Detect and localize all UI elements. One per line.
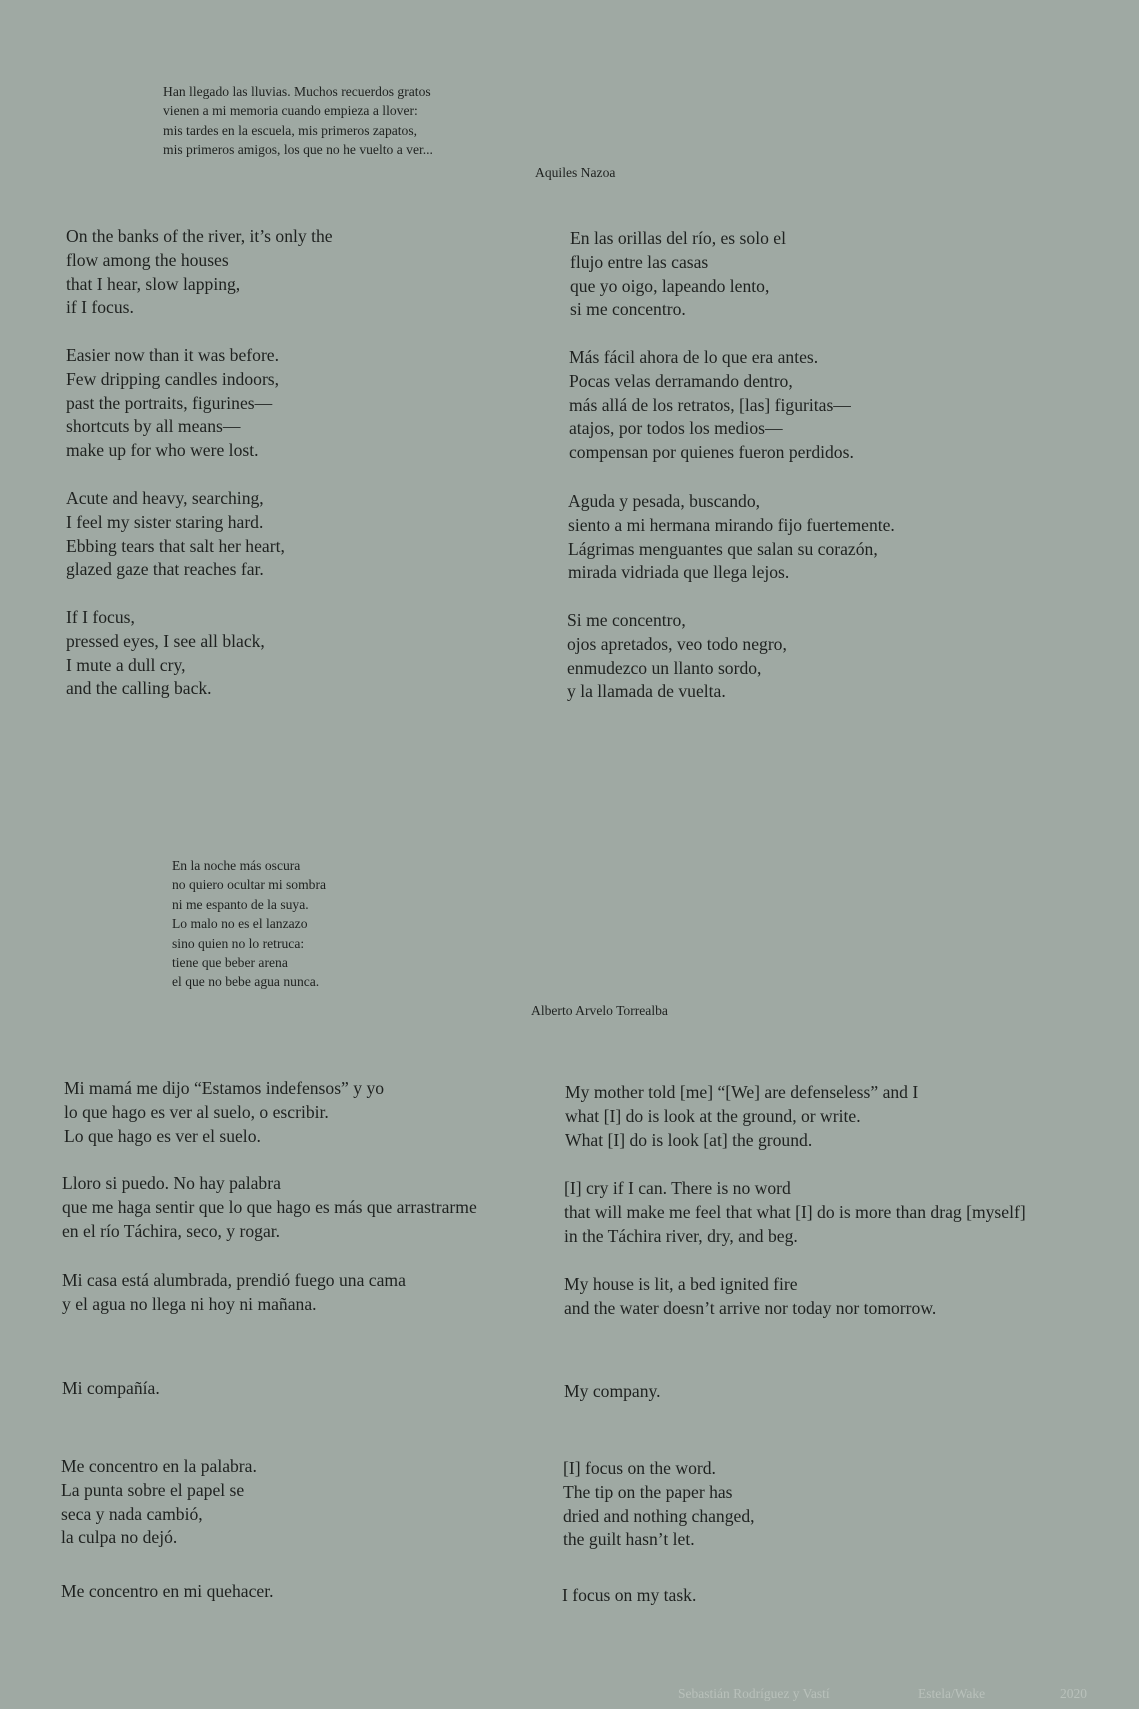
poem-line: and the calling back. xyxy=(66,678,212,699)
footer-title: Estela/Wake xyxy=(918,1686,986,1701)
epigraph-line: ni me espanto de la suya. xyxy=(172,896,309,912)
poem-line: in the Táchira river, dry, and beg. xyxy=(564,1225,798,1246)
epigraph-line: tiene que beber arena xyxy=(172,955,288,971)
poem1-spanish-stanza-1 xyxy=(570,227,786,322)
poem-line: que yo oigo, lapeando lento, xyxy=(570,275,770,296)
poem-line: Easier now than it was before. xyxy=(66,345,280,365)
poem-line: que me haga sentir que lo que hago es más que arrastrarme xyxy=(62,1196,477,1217)
poem-line: Few dripping candles indoors, xyxy=(66,368,280,389)
poem-line: lo que hago es ver al suelo, o escribir. xyxy=(64,1101,329,1122)
poem1-spanish-stanza-2 xyxy=(569,346,854,465)
poem-line: Si me concentro, xyxy=(567,610,686,630)
poem-line: the guilt hasn’t let. xyxy=(563,1529,695,1550)
poem-line: Aguda y pesada, buscando, xyxy=(568,491,761,511)
poem-line: y el agua no llega ni hoy ni mañana. xyxy=(62,1293,317,1314)
poem-line: Mi casa está alumbrada, prendió fuego una cama xyxy=(62,1270,406,1290)
poem-line: dried and nothing changed, xyxy=(563,1505,755,1526)
poem-line: Pocas velas derramando dentro, xyxy=(569,370,793,391)
epigraph-alberto-arvelo-torrealba xyxy=(172,856,326,992)
poem2-spanish-stanza-4 xyxy=(62,1377,160,1401)
poem-line: Lloro si puedo. No hay palabra xyxy=(62,1173,281,1193)
poem-line: compensan por quienes fueron perdidos. xyxy=(569,442,854,463)
poem-line: Me concentro en mi quehacer. xyxy=(61,1581,274,1601)
poem-line: I focus on my task. xyxy=(562,1585,697,1605)
epigraph-author: Alberto Arvelo Torrealba xyxy=(531,1003,668,1018)
poem1-spanish-stanza-3 xyxy=(568,490,895,585)
poem-line: Lágrimas menguantes que salan su corazón, xyxy=(568,538,878,559)
epigraph-line: Lo malo no es el lanzazo xyxy=(172,916,308,932)
poem-line: that I hear, slow lapping, xyxy=(66,273,241,294)
poem-line: past the portraits, figurines— xyxy=(66,392,273,413)
poem-line: La punta sobre el papel se xyxy=(61,1479,245,1500)
poem-line: My company. xyxy=(564,1381,661,1401)
poem-line: what [I] do is look at the ground, or write. xyxy=(565,1105,861,1126)
epigraph-line: sino quien no lo retruca: xyxy=(172,935,305,951)
poem-line: más allá de los retratos, [las] figuritas— xyxy=(569,394,851,415)
epigraph-line: mis primeros amigos, los que no he vuelto a ver... xyxy=(163,142,433,158)
poem1-spanish-stanza-4 xyxy=(567,609,787,704)
poem2-english-stanza-5 xyxy=(563,1457,755,1552)
poem-line: en el río Táchira, seco, y rogar. xyxy=(62,1220,281,1241)
poem-line: if I focus. xyxy=(66,297,134,318)
epigraph-line: Han llegado las lluvias. Muchos recuerdos gratos xyxy=(163,84,431,99)
poem2-spanish-stanza-1 xyxy=(64,1077,384,1148)
poem-line: Lo que hago es ver el suelo. xyxy=(64,1125,261,1146)
poem-line: Acute and heavy, searching, xyxy=(66,488,264,508)
poem-line: flow among the houses xyxy=(66,249,229,270)
poem2-english-stanza-1 xyxy=(565,1081,918,1152)
poem-line: seca y nada cambió, xyxy=(61,1503,203,1524)
poem-line: I feel my sister staring hard. xyxy=(66,511,264,532)
poem-line: Mi mamá me dijo “Estamos indefensos” y yo xyxy=(64,1078,385,1098)
poem-line: siento a mi hermana mirando fijo fuertemente. xyxy=(568,514,895,535)
poem-line: The tip on the paper has xyxy=(563,1481,733,1502)
poem2-english-stanza-4 xyxy=(564,1380,661,1404)
poem-line: Ebbing tears that salt her heart, xyxy=(66,535,285,556)
poem1-english-stanza-2 xyxy=(66,344,279,463)
poem2-spanish-stanza-2 xyxy=(62,1172,477,1243)
poem-line: make up for who were lost. xyxy=(66,440,259,461)
epigraph-author: Aquiles Nazoa xyxy=(535,165,616,180)
epigraph-line: el que no bebe agua nunca. xyxy=(172,974,320,990)
poem-line: that will make me feel that what [I] do is more than drag [myself] xyxy=(564,1201,1026,1222)
epigraph-line: En la noche más oscura xyxy=(172,858,301,873)
poem-line: and the water doesn’t arrive nor today nor tomorrow. xyxy=(564,1297,937,1318)
poem-line: glazed gaze that reaches far. xyxy=(66,559,264,580)
poem2-spanish-stanza-6 xyxy=(61,1580,274,1604)
poem-line: Mi compañía. xyxy=(62,1378,160,1398)
poem2-english-stanza-6 xyxy=(562,1584,696,1608)
poem-line: On the banks of the river, it’s only the xyxy=(66,226,333,246)
poem2-english-stanza-2 xyxy=(564,1177,1026,1248)
poem2-english-stanza-3 xyxy=(564,1273,936,1321)
epigraph-line: vienen a mi memoria cuando empieza a llover: xyxy=(163,103,418,119)
poem1-english-stanza-3 xyxy=(66,487,285,582)
footer-author: Sebastián Rodríguez y Vastí xyxy=(678,1686,830,1701)
epigraph-aquiles-nazoa xyxy=(163,82,433,160)
poem-line: la culpa no dejó. xyxy=(61,1527,178,1548)
poem1-english-stanza-4 xyxy=(66,606,265,701)
poem-line: shortcuts by all means— xyxy=(66,416,241,437)
poem-line: I mute a dull cry, xyxy=(66,654,186,675)
epigraph-line: no quiero ocultar mi sombra xyxy=(172,877,327,893)
poem-line: si me concentro. xyxy=(570,299,686,320)
poem1-english-stanza-1 xyxy=(66,225,333,320)
poem-line: [I] cry if I can. There is no word xyxy=(564,1178,791,1198)
poem-line: ojos apretados, veo todo negro, xyxy=(567,633,787,654)
poem-line: mirada vidriada que llega lejos. xyxy=(568,562,790,583)
poem-line: flujo entre las casas xyxy=(570,251,709,272)
poem2-spanish-stanza-5 xyxy=(61,1455,257,1550)
poem-line: pressed eyes, I see all black, xyxy=(66,630,265,651)
poem-line: My house is lit, a bed ignited fire xyxy=(564,1274,798,1294)
poem-line: [I] focus on the word. xyxy=(563,1458,716,1478)
poem-line: My mother told [me] “[We] are defenseless” and I xyxy=(565,1082,919,1102)
poem-line: Me concentro en la palabra. xyxy=(61,1456,257,1476)
poem-line: What [I] do is look [at] the ground. xyxy=(565,1129,813,1150)
poem-line: enmudezco un llanto sordo, xyxy=(567,657,762,678)
epigraph-line: mis tardes en la escuela, mis primeros zapatos, xyxy=(163,122,418,138)
poem-line: atajos, por todos los medios— xyxy=(569,418,783,439)
poem2-spanish-stanza-3 xyxy=(62,1269,406,1317)
poem-line: y la llamada de vuelta. xyxy=(567,681,726,702)
poem-line: En las orillas del río, es solo el xyxy=(570,228,786,248)
poem-line: Más fácil ahora de lo que era antes. xyxy=(569,347,819,367)
footer-year: 2020 xyxy=(1060,1686,1087,1701)
poem-line: If I focus, xyxy=(66,607,135,627)
